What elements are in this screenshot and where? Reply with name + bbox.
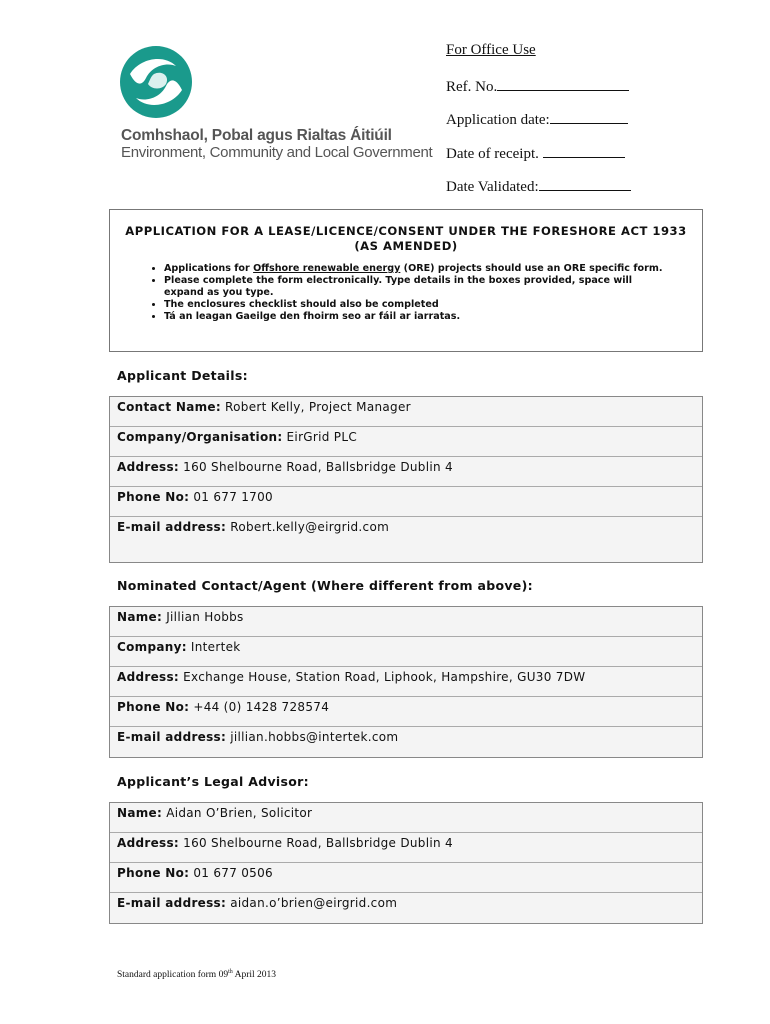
nominated-contact-table: [109, 606, 703, 758]
contact-name-field[interactable]: Contact Name: Robert Kelly, Project Manager: [110, 397, 702, 427]
agent-phone-field[interactable]: Phone No: +44 (0) 1428 728574: [110, 697, 702, 727]
logo-irish-text: Comhshaol, Pobal agus Rialtas Áitiúil: [121, 127, 392, 144]
ref-no-field[interactable]: [497, 76, 629, 91]
date-validated-label: Date Validated:: [446, 179, 539, 196]
list-item: • Applications for Offshore renewable energy (ORE) projects should use an ORE specific form.: [164, 263, 702, 275]
logo-english-text: Environment, Community and Local Government: [121, 144, 433, 161]
list-item: • Please complete the form electronically. Type details in the boxes provided, space will expand as you type.: [164, 275, 702, 299]
phone-field[interactable]: Phone No: 01 677 1700: [110, 487, 702, 517]
office-use-title: For Office Use: [446, 42, 536, 58]
date-validated-field[interactable]: [539, 176, 631, 191]
legal-phone-field[interactable]: Phone No: 01 677 0506: [110, 863, 702, 893]
legal-advisor-heading: Applicant’s Legal Advisor:: [117, 774, 309, 789]
list-item: • Tá an leagan Gaeilge den fhoirm seo ar fáil ar iarratas.: [164, 311, 702, 323]
company-field[interactable]: Company/Organisation: EirGrid PLC: [110, 427, 702, 457]
instructions-box: [109, 209, 703, 352]
applicant-details-heading: Applicant Details:: [117, 368, 248, 383]
department-logo: [118, 44, 433, 164]
legal-advisor-table: [109, 802, 703, 924]
legal-name-field[interactable]: Name: Aidan O’Brien, Solicitor: [110, 803, 702, 833]
office-use-block: [446, 42, 631, 210]
date-of-receipt-label: Date of receipt.: [446, 145, 539, 162]
address-field[interactable]: Address: 160 Shelbourne Road, Ballsbridge Dublin 4: [110, 457, 702, 487]
ref-no-label: Ref. No.: [446, 78, 498, 95]
form-heading: APPLICATION FOR A LEASE/LICENCE/CONSENT UNDER THE FORESHORE ACT 1933 (AS AMENDED): [125, 224, 687, 253]
application-date-label: Application date:: [446, 112, 550, 129]
department-emblem-icon: [118, 44, 198, 120]
agent-email-field[interactable]: E-mail address: jillian.hobbs@intertek.com: [110, 727, 702, 757]
applicant-details-table: [109, 396, 703, 563]
agent-address-field[interactable]: Address: Exchange House, Station Road, Liphook, Hampshire, GU30 7DW: [110, 667, 702, 697]
ore-link[interactable]: Offshore renewable energy: [253, 263, 401, 274]
list-item: • The enclosures checklist should also be completed: [164, 299, 702, 311]
agent-company-field[interactable]: Company: Intertek: [110, 637, 702, 667]
nominated-contact-heading: Nominated Contact/Agent (Where different from above):: [117, 578, 533, 593]
email-field[interactable]: E-mail address: Robert.kelly@eirgrid.com: [110, 517, 702, 562]
legal-email-field[interactable]: E-mail address: aidan.o’brien@eirgrid.com: [110, 893, 702, 923]
date-of-receipt-field[interactable]: [543, 143, 625, 158]
application-date-field[interactable]: [550, 109, 628, 124]
legal-address-field[interactable]: Address: 160 Shelbourne Road, Ballsbridge Dublin 4: [110, 833, 702, 863]
instructions-list: [110, 263, 702, 323]
agent-name-field[interactable]: Name: Jillian Hobbs: [110, 607, 702, 637]
page-footer: Standard application form 09th April 2013: [117, 969, 277, 981]
